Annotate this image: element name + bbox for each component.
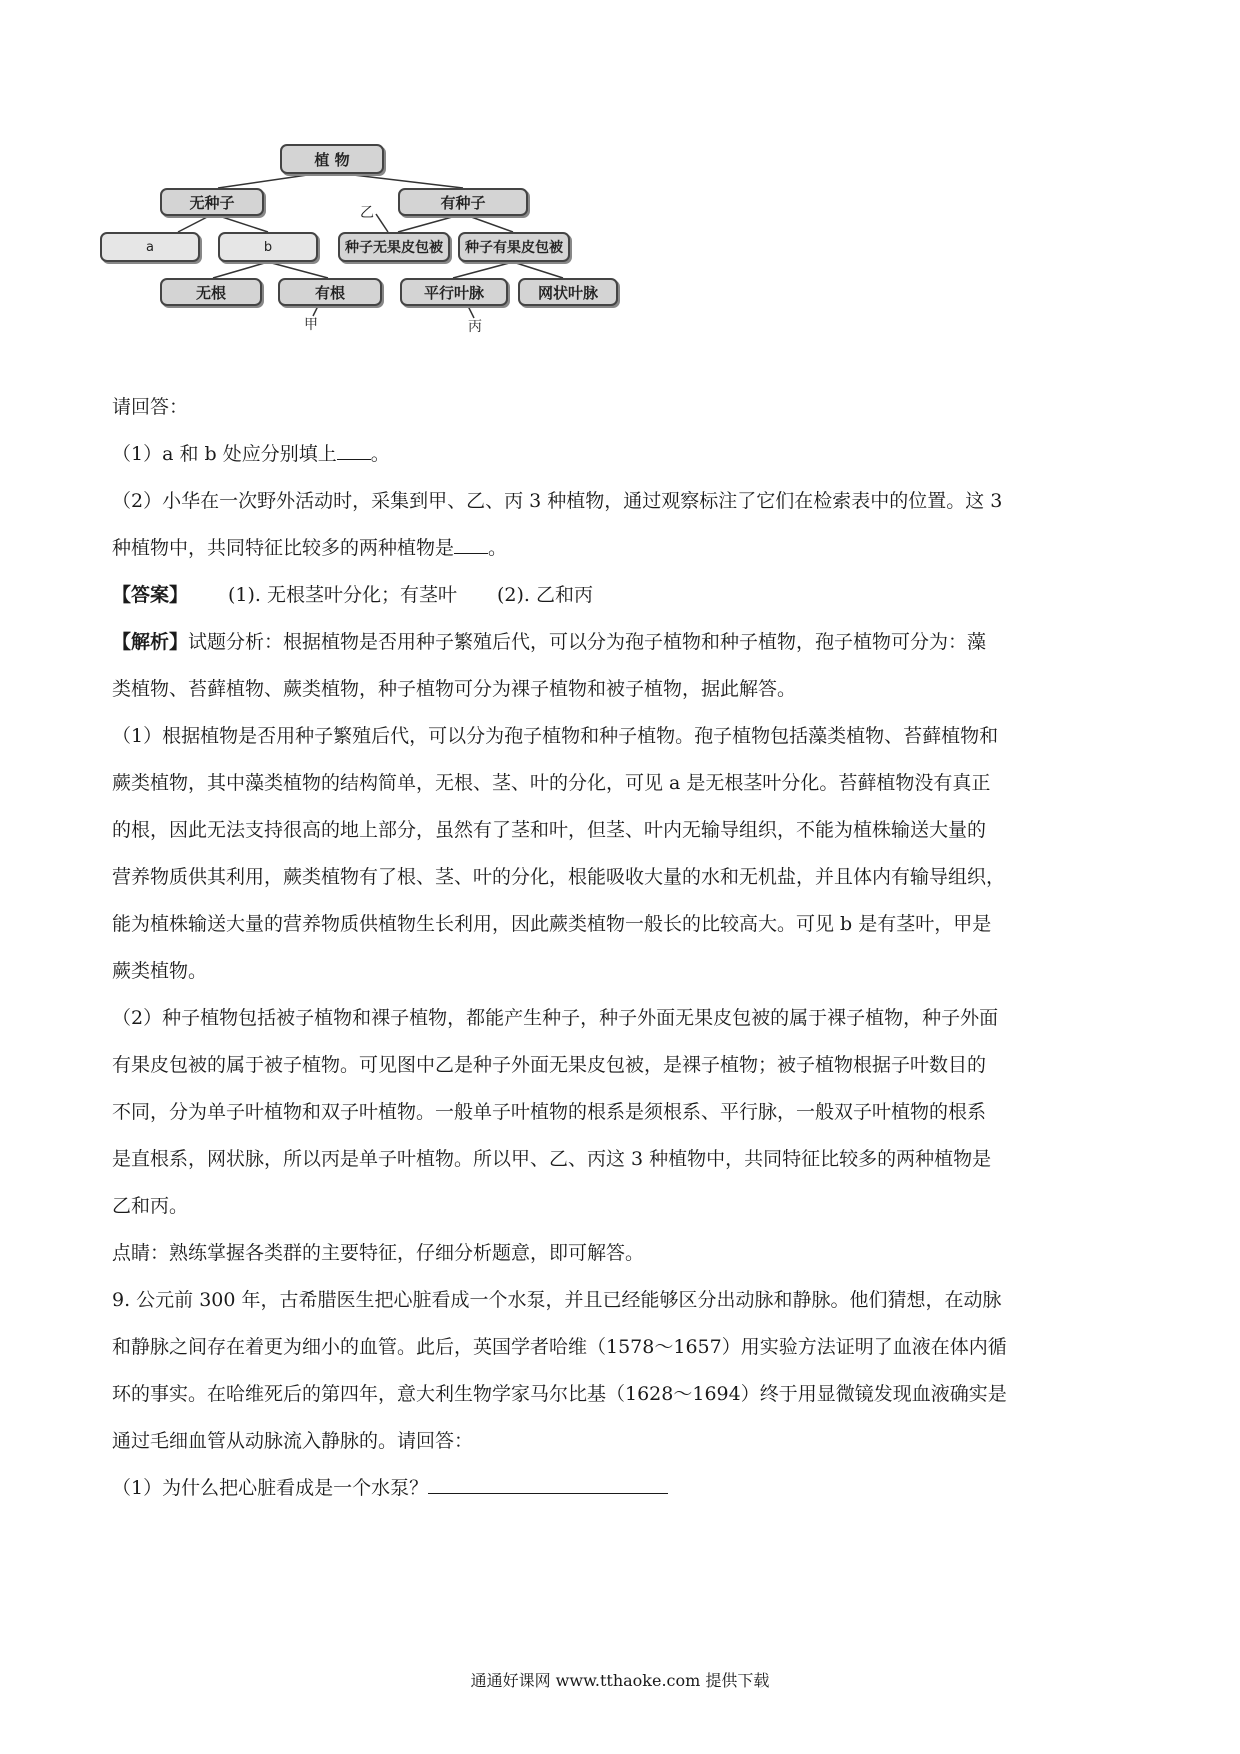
- node-seed-no-pericarp: 种子无果皮包被: [338, 232, 450, 262]
- para-2-line-4: 是直根系，网状脉，所以丙是单子叶植物。所以甲、乙、丙这 3 种植物中，共同特征比较多的两种植物是: [112, 1148, 992, 1170]
- question-1-end: 。: [370, 443, 390, 465]
- para-1-line-2: 蕨类植物，其中藻类植物的结构简单，无根、茎、叶的分化，可见 a 是无根茎叶分化。苔藓植物没有真正: [112, 772, 991, 794]
- question-9-line-3: 环的事实。在哈维死后的第四年，意大利生物学家马尔比基（1628～1694）终于用显微镜发现血液确实是: [112, 1383, 1007, 1405]
- node-net-vein: 网状叶脉: [518, 278, 618, 306]
- question-2-end: 。: [488, 537, 508, 559]
- analysis-line-2: 类植物、苔藓植物、蕨类植物，种子植物可分为裸子植物和被子植物，据此解答。: [112, 678, 797, 700]
- answer-line: [112, 582, 1132, 608]
- diagram-connectors: [108, 150, 708, 380]
- plant-classification-diagram: [108, 150, 708, 380]
- question-2-line-2: [112, 535, 1132, 561]
- node-b: b: [218, 232, 318, 262]
- answer-1: (1). 无根茎叶分化；有茎叶: [228, 584, 458, 606]
- text-body: [112, 394, 1132, 1522]
- node-has-root: 有根: [278, 278, 382, 306]
- para-2-line-5: 乙和丙。: [112, 1195, 189, 1217]
- question-2-line-1: （2）小华在一次野外活动时，采集到甲、乙、丙 3 种植物，通过观察标注了它们在检索表中的位置。这 3: [112, 490, 1003, 512]
- question-9-line-4: 通过毛细血管从动脉流入静脉的。请回答：: [112, 1430, 474, 1452]
- question-9-sub-1-text: （1）为什么把心脏看成是一个水泵？: [112, 1477, 429, 1499]
- analysis-label: 【解析】: [112, 631, 189, 653]
- node-plant: 植 物: [280, 144, 384, 174]
- node-a: a: [100, 232, 200, 262]
- node-no-seed: 无种子: [160, 188, 264, 216]
- answer-2: (2). 乙和丙: [497, 584, 594, 606]
- node-no-root: 无根: [160, 278, 262, 306]
- para-2-line-3: 不同，分为单子叶植物和双子叶植物。一般单子叶植物的根系是须根系、平行脉，一般双子叶植物的根系: [112, 1101, 987, 1123]
- tip-line: 点睛：熟练掌握各类群的主要特征，仔细分析题意，即可解答。: [112, 1242, 645, 1264]
- para-1-line-6: 蕨类植物。: [112, 960, 208, 982]
- question-1-text: （1）a 和 b 处应分别填上: [112, 443, 337, 465]
- para-1-line-4: 营养物质供其利用，蕨类植物有了根、茎、叶的分化，根能吸收大量的水和无机盐，并且体内有输导组织，: [112, 866, 1006, 888]
- label-jia: 甲: [304, 317, 318, 333]
- para-2-line-1: （2）种子植物包括被子植物和裸子植物，都能产生种子，种子外面无果皮包被的属于裸子植物，种子外面: [112, 1007, 999, 1029]
- question-1: [112, 441, 1132, 467]
- answer-label: 【答案】: [112, 584, 189, 606]
- label-bing: 丙: [468, 319, 482, 335]
- para-1-line-3: 的根，因此无法支持很高的地上部分，虽然有了茎和叶，但茎、叶内无输导组织，不能为植株输送大量的: [112, 819, 987, 841]
- question-9-line-2: 和静脉之间存在着更为细小的血管。此后，英国学者哈维（1578～1657）用实验方法证明了血液在体内循: [112, 1336, 1007, 1358]
- node-with-seed: 有种子: [398, 188, 528, 216]
- label-yi: 乙: [360, 205, 374, 221]
- analysis-line-1: [112, 629, 1132, 655]
- para-1-line-5: 能为植株输送大量的营养物质供植物生长利用，因此蕨类植物一般长的比较高大。可见 b 是有茎叶，甲是: [112, 913, 992, 935]
- answer-blank: [454, 535, 488, 554]
- prompt: 请回答：: [112, 396, 189, 418]
- node-parallel-vein: 平行叶脉: [400, 278, 508, 306]
- answer-blank: [428, 1475, 668, 1494]
- analysis-text: 试题分析：根据植物是否用种子繁殖后代，可以分为孢子植物和种子植物，孢子植物可分为：藻: [188, 631, 987, 653]
- question-9-sub-1: [112, 1475, 1132, 1501]
- question-2-text: 种植物中，共同特征比较多的两种植物是: [112, 537, 455, 559]
- node-seed-with-pericarp: 种子有果皮包被: [458, 232, 570, 262]
- question-9-line-1: 9. 公元前 300 年，古希腊医生把心脏看成一个水泵，并且已经能够区分出动脉和静脉。他们猜想，在动脉: [112, 1289, 1002, 1311]
- answer-blank: [337, 441, 371, 460]
- page-footer: 通通好课网 www.tthaoke.com 提供下载: [470, 1671, 770, 1690]
- para-1-line-1: （1）根据植物是否用种子繁殖后代，可以分为孢子植物和种子植物。孢子植物包括藻类植物、苔藓植物和: [112, 725, 999, 747]
- para-2-line-2: 有果皮包被的属于被子植物。可见图中乙是种子外面无果皮包被，是裸子植物；被子植物根据子叶数目的: [112, 1054, 987, 1076]
